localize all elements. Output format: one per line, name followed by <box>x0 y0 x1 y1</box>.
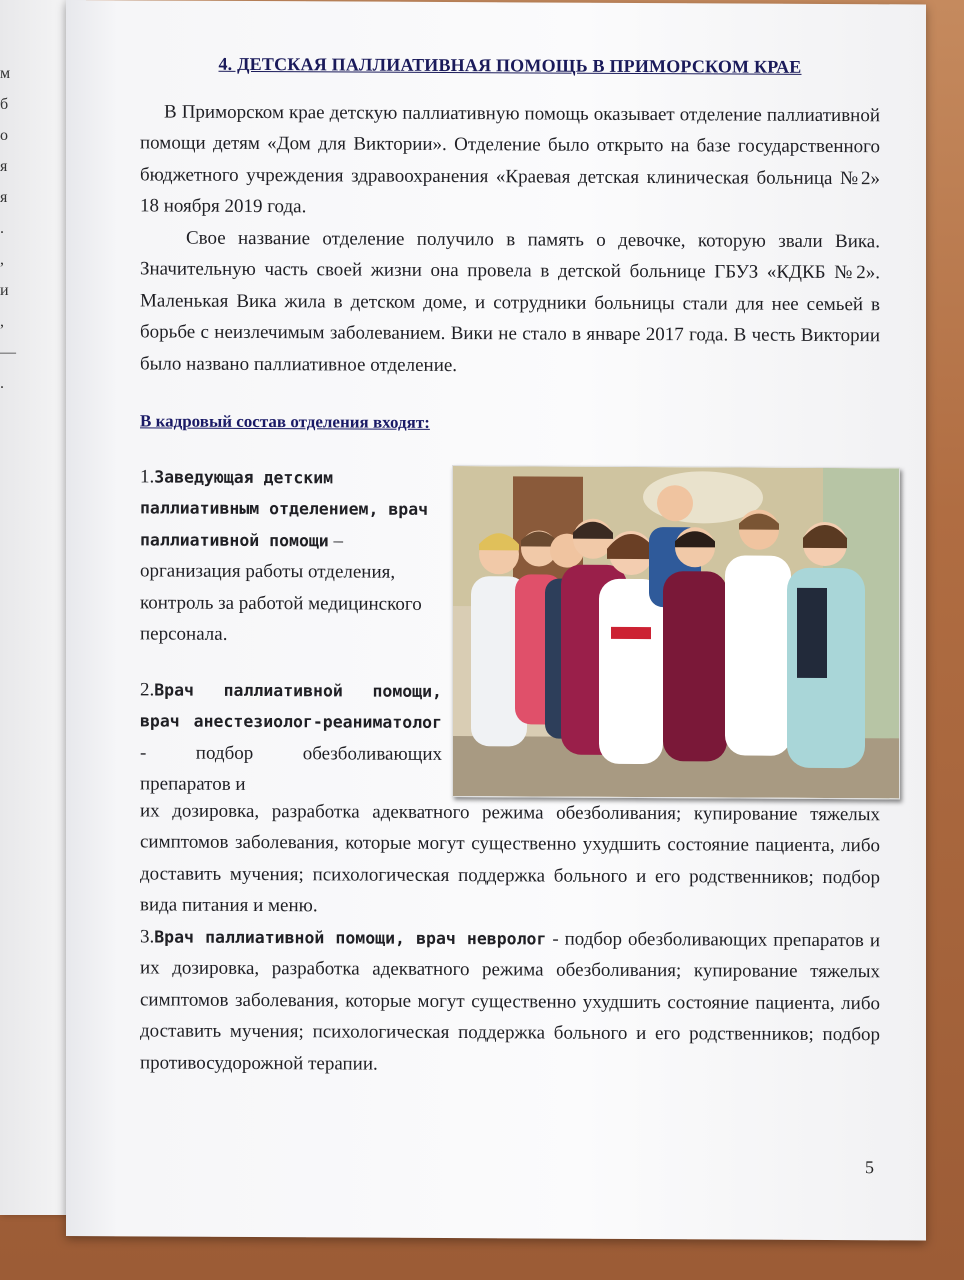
left-page-letter: м <box>0 65 11 82</box>
paragraph-name-origin: Свое название отделение получило в память о девочке, которую звали Вика. Значительную часть своей жизни она провела в детской больнице ГБУЗ «КДКБ №2». Маленькая Вика жила в детском доме, и сотрудники больницы стали для нее семьей в борьбе с неизлечимым заболеванием. Вики не стало в январе 2017 года. В честь Виктории было названо паллиативное отделение. <box>140 227 880 376</box>
staff-role: Заведующая детским паллиативным отделением, врач паллиативной помощи <box>140 466 429 550</box>
staff-role: Врач паллиативной помощи, врач невролог <box>154 926 547 949</box>
left-page-letter: . <box>0 220 4 237</box>
document-page <box>66 0 926 1241</box>
staff-item-number: 2. <box>140 678 155 700</box>
left-page-letter: я <box>0 158 8 175</box>
section-title: 4. ДЕТСКАЯ ПАЛЛИАТИВНАЯ ПОМОЩЬ В ПРИМОРСКОМ КРАЕ <box>218 53 802 77</box>
left-page-letter: . <box>0 375 4 392</box>
left-page-letter: , <box>0 313 4 330</box>
staff-block <box>140 461 880 805</box>
left-page-letter: б <box>0 96 9 113</box>
left-page-letter: — <box>0 344 16 361</box>
staff-item-2 <box>140 674 442 802</box>
staff-item-number: 1. <box>140 465 155 487</box>
page-content <box>140 48 880 1082</box>
staff-description: - подбор обезболивающих препаратов и <box>140 741 442 795</box>
staff-role: Врач паллиативной помощи, врач анестезиолог-реаниматолог <box>140 679 442 732</box>
left-page-text-fragments <box>0 58 20 399</box>
staff-item-2-continued: их дозировка, разработка адекватного режима обезболивания; купирование тяжелых симптомов заболевания, которые могут существенно ухудшить состояние пациента, либо доставить мучения; психологическая поддержка больного и его родственников; подбор вида питания и меню. <box>140 799 880 917</box>
page-number: 5 <box>865 1157 874 1178</box>
left-page-letter: о <box>0 127 8 144</box>
staff-item-3 <box>140 921 880 1082</box>
left-page-letter: , <box>0 251 4 268</box>
staff-heading: В кадровый состав отделения входят: <box>140 411 430 432</box>
staff-item-number: 3. <box>140 925 155 947</box>
left-page-letter: и <box>0 282 9 299</box>
left-page-letter: я <box>0 189 8 206</box>
staff-description: - подбор обезболивающих препаратов и их дозировка, разработка адекватного режима обезболивания; купирование тяжелых симптомов заболевания, которые могут существенно ухудшить состояние пациента, либо доставить мучения; психологическая поддержка больного и его родственников; подбор противосудорожной терапии. <box>140 928 880 1075</box>
staff-group-photo <box>452 465 900 799</box>
staff-description: – организация работы отделения, контроль за работой медицинского персонала. <box>140 529 422 645</box>
staff-photo-illustration <box>453 466 899 798</box>
paragraph-intro: В Приморском крае детскую паллиативную помощь оказывает отделение паллиативной помощи детям «Дом для Виктории». Отделение было открыто на базе государственного бюджетного учреждения здравоохранения «Краевая детская клиническая больница №2» 18 ноября 2019 года. <box>140 101 880 218</box>
staff-list-left <box>140 461 442 802</box>
staff-item-1 <box>140 461 442 652</box>
